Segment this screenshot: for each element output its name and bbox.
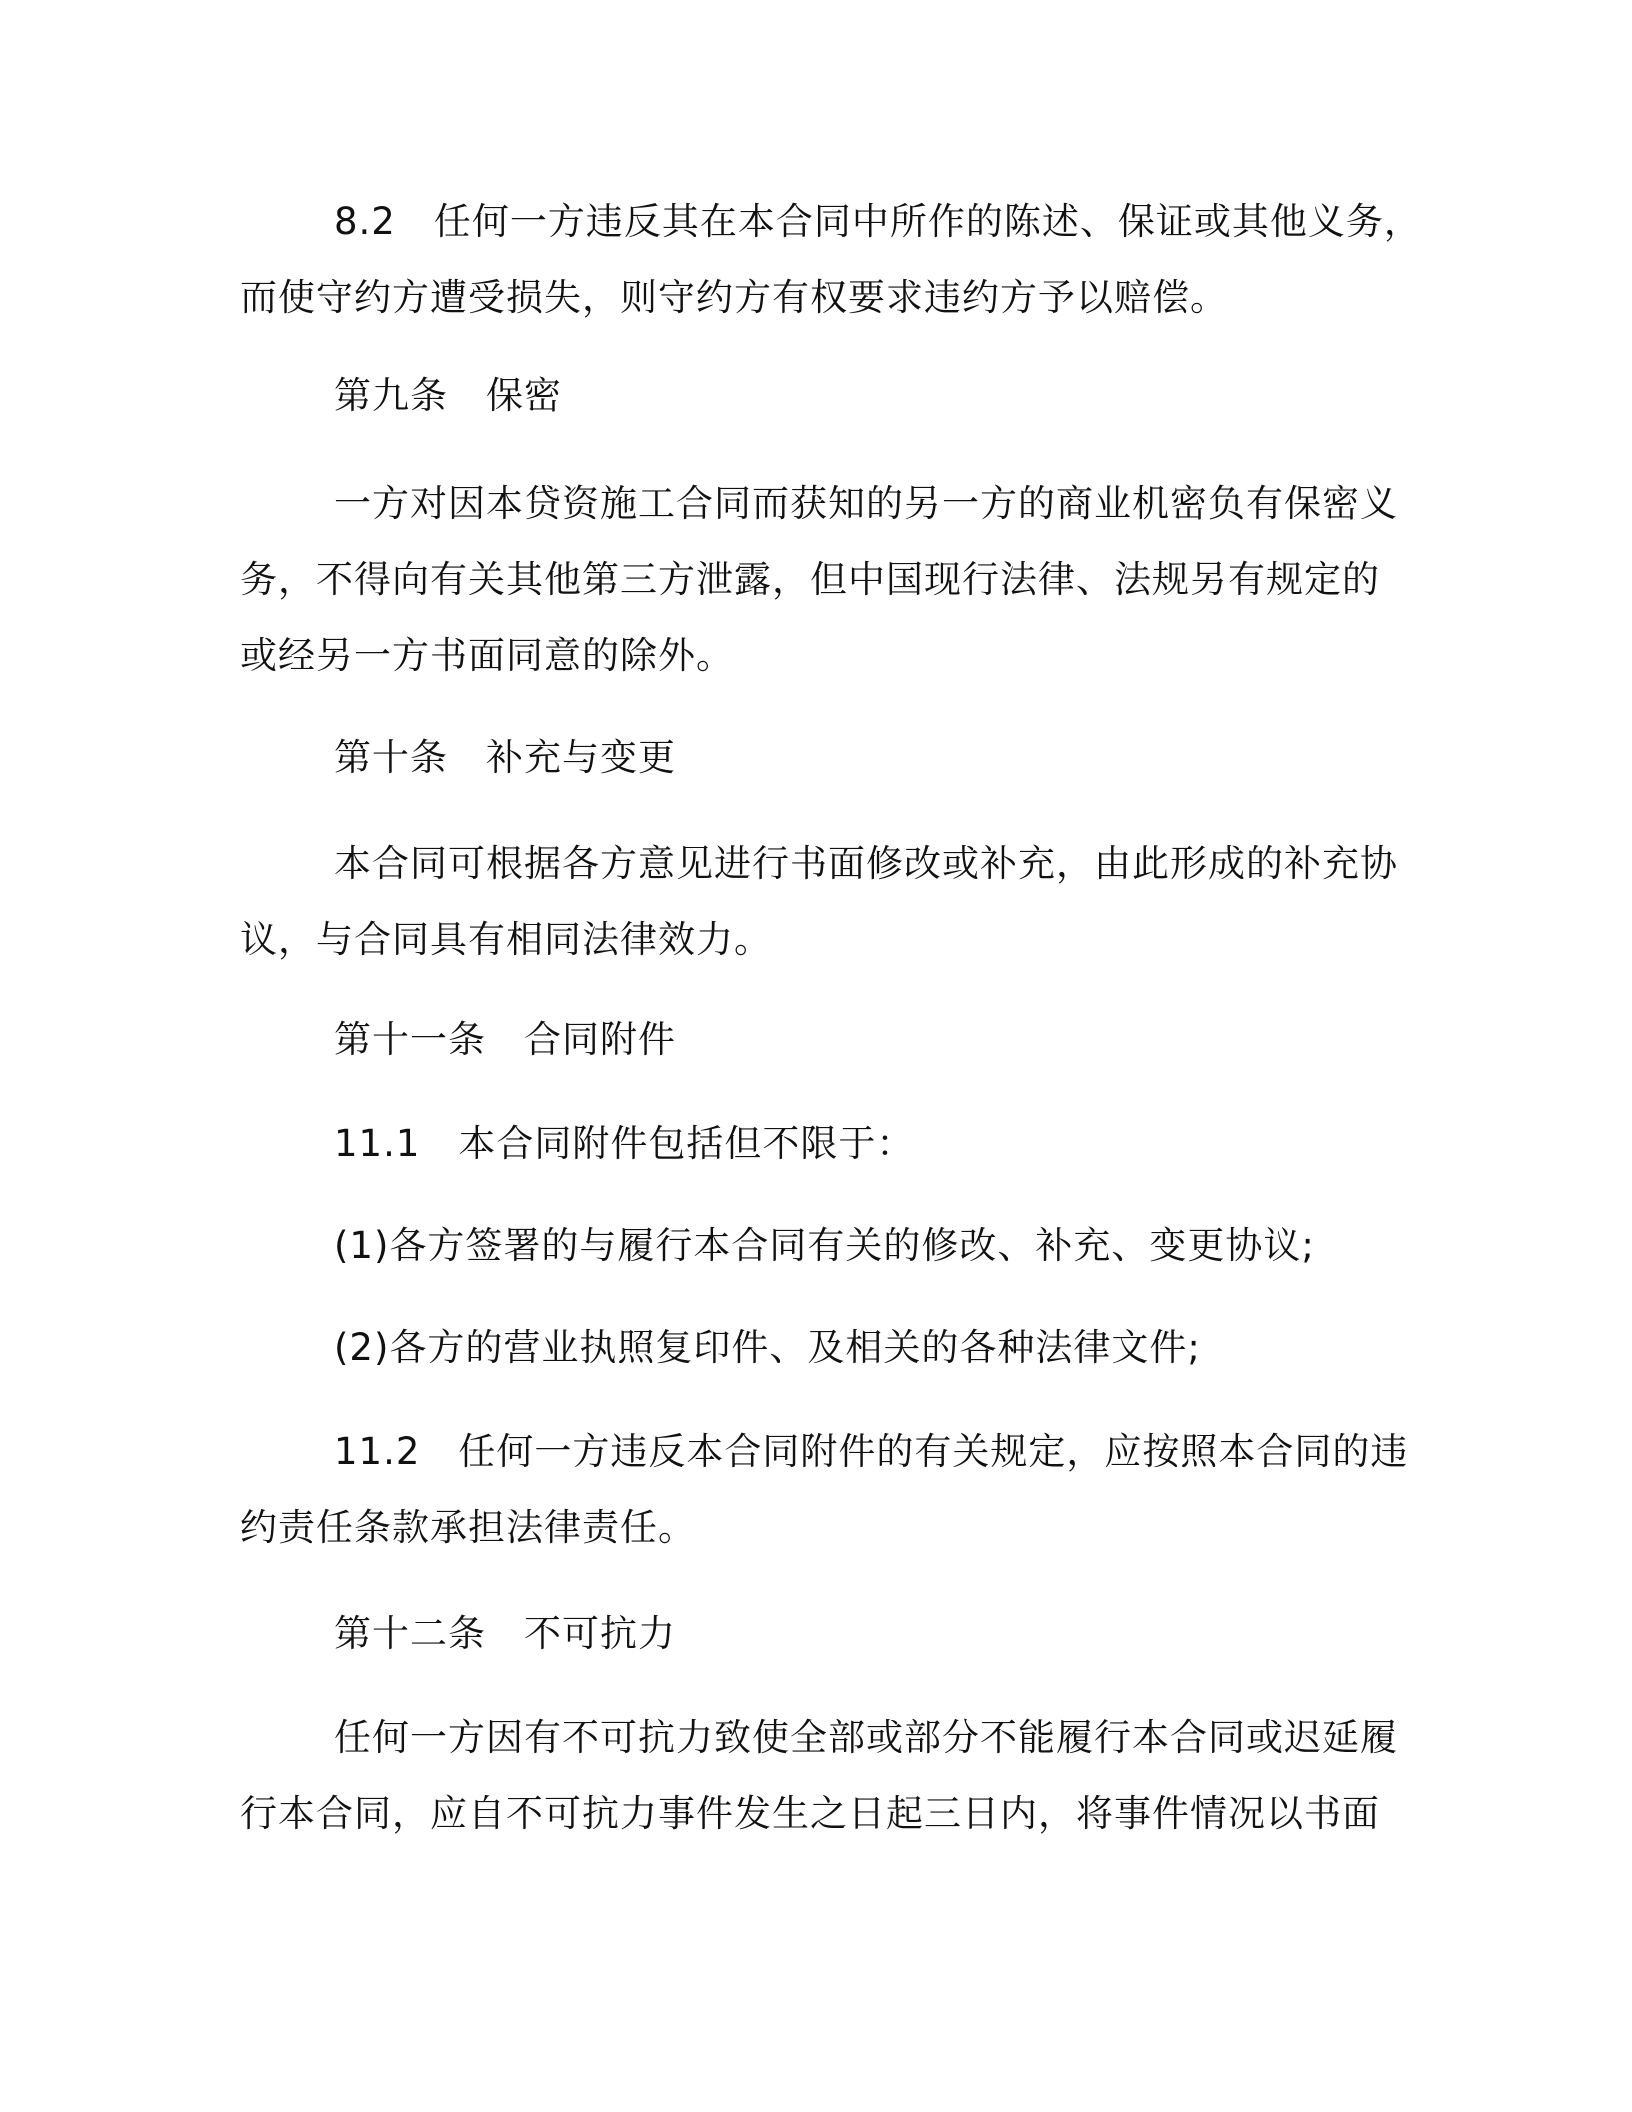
paragraph-11-2-line-1: 11.2 任何一方违反本合同附件的有关规定，应按照本合同的违 xyxy=(334,1430,1409,1473)
article-9-body-line-2: 务，不得向有关其他第三方泄露，但中国现行法律、法规另有规定的 xyxy=(240,558,1380,601)
article-9-title: 第九条 保密 xyxy=(334,374,562,417)
article-10-title: 第十条 补充与变更 xyxy=(334,736,676,779)
paragraph-8-2-line-1: 8.2 任何一方违反其在本合同中所作的陈述、保证或其他义务， xyxy=(334,200,1422,243)
article-9-body-line-3: 或经另一方书面同意的除外。 xyxy=(240,634,734,677)
article-10-body-line-1: 本合同可根据各方意见进行书面修改或补充，由此形成的补充协 xyxy=(334,842,1398,885)
paragraph-11-1-item-2: (2)各方的营业执照复印件、及相关的各种法律文件; xyxy=(334,1326,1201,1369)
article-11-title: 第十一条 合同附件 xyxy=(334,1018,676,1061)
article-12-body-line-1: 任何一方因有不可抗力致使全部或部分不能履行本合同或迟延履 xyxy=(334,1716,1398,1759)
paragraph-8-2-line-2: 而使守约方遭受损失，则守约方有权要求违约方予以赔偿。 xyxy=(240,276,1228,319)
paragraph-11-2-line-2: 约责任条款承担法律责任。 xyxy=(240,1506,696,1549)
article-10-body-line-2: 议，与合同具有相同法律效力。 xyxy=(240,918,772,961)
paragraph-11-1: 11.1 本合同附件包括但不限于： xyxy=(334,1122,915,1165)
paragraph-11-1-item-1: (1)各方签署的与履行本合同有关的修改、补充、变更协议; xyxy=(334,1224,1315,1267)
article-12-body-line-2: 行本合同，应自不可抗力事件发生之日起三日内，将事件情况以书面 xyxy=(240,1792,1380,1835)
article-12-title: 第十二条 不可抗力 xyxy=(334,1612,676,1655)
article-9-body-line-1: 一方对因本贷资施工合同而获知的另一方的商业机密负有保密义 xyxy=(334,482,1398,525)
